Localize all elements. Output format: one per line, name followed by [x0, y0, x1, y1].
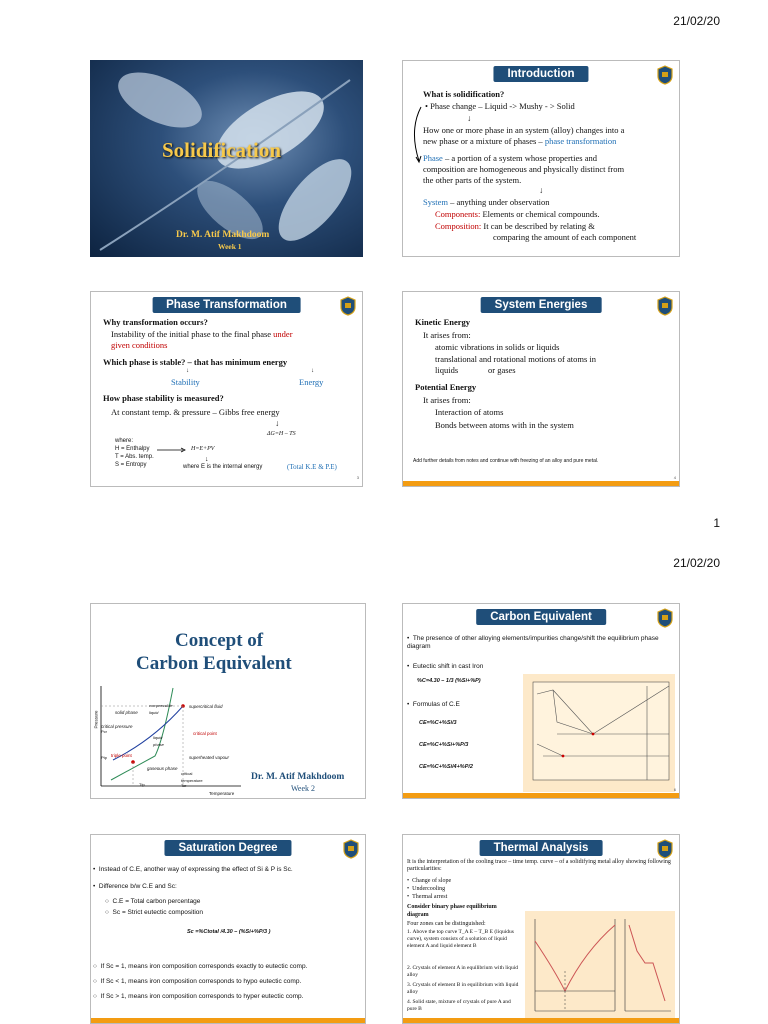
zone2: 2. Crystals of element A in equilibrium with liquid alloy — [407, 965, 519, 978]
consider-heading: Consider binary phase equilibrium diagram — [407, 904, 497, 918]
ce-formula2: CE=%C+%Si+%P/3 — [419, 742, 469, 748]
down-arrow-icon: ↓ — [275, 418, 280, 428]
potential-arises: It arises from: — [423, 395, 471, 405]
accent-bar — [403, 1018, 679, 1023]
sat-sub2: ○ Sc = Strict eutectic composition — [105, 909, 204, 916]
temp-def: T = Abs. temp. — [115, 454, 154, 460]
critical-temperature-label: critical temperature — [181, 771, 203, 783]
phase-definition: Phase – a portion of a system whose properties and — [423, 153, 597, 163]
right-arrow-icon — [157, 447, 187, 453]
down-arrow-icon: ↓ — [311, 368, 314, 374]
concept-title-line2: Carbon Equivalent — [136, 653, 292, 674]
accent-bar — [403, 793, 679, 798]
energy-label: Energy — [299, 377, 324, 387]
phase-def-line2: composition are homogeneous and physically distinct from — [423, 164, 625, 174]
slide-carbon-equivalent — [402, 603, 680, 799]
critical-point-label: critical point — [193, 731, 217, 736]
author-name: Dr. M. Atif Makhdoom — [176, 230, 270, 240]
further-note: Add further details from notes and continue with freezing of an alloy and pure metal. — [413, 458, 599, 464]
slide-thermal-analysis — [402, 834, 680, 1024]
kinetic-item1: atomic vibrations in solids or liquids — [435, 342, 560, 352]
potential-item2: Bonds between atoms with in the system — [435, 420, 574, 430]
liquid-phase-label: liquid phase — [153, 735, 164, 747]
tcr-label: Tcr — [181, 783, 187, 788]
concept-title-line1: Concept of — [175, 630, 264, 651]
ce-formula3: CE=%C+%Si/4+%P/2 — [419, 764, 473, 770]
zone3: 3. Crystals of element B in equilibrium with liquid alloy — [407, 982, 519, 995]
critical-pressure-label: critical pressure — [101, 724, 133, 729]
kinetic-item3b: or gases — [488, 365, 516, 375]
kinetic-heading: Kinetic Energy — [415, 317, 471, 327]
four-zones: Four zones can be distinguished: — [407, 921, 486, 927]
slide-title: Solidification — [162, 138, 282, 162]
down-arrow-icon: ↓ — [205, 455, 209, 463]
author-name: Dr. M. Atif Makhdoom — [251, 772, 345, 782]
ce-bullet2: • Eutectic shift in cast Iron — [407, 663, 484, 670]
intro-question: What is solidification? — [423, 89, 505, 99]
slide-introduction — [402, 60, 680, 257]
a-measured: At constant temp. & pressure – Gibbs free energy — [111, 407, 280, 417]
phase-def-line3: the other parts of the system. — [423, 175, 522, 185]
enthalpy-formula: H=E+PV — [191, 446, 215, 452]
slide-system-energies — [402, 291, 680, 487]
slide-title: System Energies — [481, 297, 602, 313]
slide-concept-carbon-equivalent — [90, 603, 366, 799]
gibbs-formula: ΔG=H – TS — [267, 431, 296, 437]
university-logo-icon — [657, 296, 673, 316]
sat-case2: ○ If Sc < 1, means iron composition corresponds to hypo eutectic comp. — [93, 978, 302, 985]
where-label: where: — [115, 438, 134, 444]
ce-bullet3: • Formulas of C.E — [407, 701, 460, 708]
system-definition: System – anything under observation — [423, 197, 550, 207]
binary-phase-diagram — [525, 911, 675, 1019]
sat-case3: ○ If Sc > 1, means iron composition corresponds to hyper eutectic comp. — [93, 993, 304, 1000]
curved-arrow-icon — [409, 105, 423, 165]
ttp-label: Ttp — [139, 782, 145, 787]
axis-pressure-label: Pressure — [93, 710, 99, 729]
thermal-point1: • Change of slope — [407, 878, 452, 884]
slide-solidification — [90, 60, 363, 257]
entropy-def: S = Entropy — [115, 462, 147, 468]
thermal-point2: • Undercooling — [407, 886, 446, 892]
sat-formula: Sc =%Ctotal /4.30 – (%Si+%P/3 ) — [187, 929, 271, 935]
down-arrow-icon: ↓ — [539, 185, 544, 195]
week-label: Week 2 — [291, 784, 316, 793]
intro-line1: How one or more phase in an system (alloy) changes into a — [423, 125, 625, 135]
slide-title: Carbon Equivalent — [476, 609, 606, 625]
thermal-point3: • Thermal arrest — [407, 894, 448, 900]
iron-carbon-diagram — [523, 674, 675, 792]
a-why: Instability of the initial phase to the final phase under — [111, 329, 293, 339]
sat-bullet2: • Difference b/w C.E and Sc: — [93, 883, 177, 890]
eutectic-formula: %C=4.30 – 1/3 (%Si+%P) — [417, 678, 481, 684]
down-arrow-icon: ↓ — [186, 368, 189, 374]
q-stable: Which phase is stable? – that has minimum energy — [103, 357, 288, 367]
sat-bullet1: • Instead of C.E, another way of expressing the effect of Si & P is Sc. — [93, 866, 293, 873]
triple-point-label: triple point — [111, 753, 132, 758]
university-logo-icon — [340, 296, 356, 316]
accent-bar — [91, 1018, 365, 1023]
page-date: 21/02/20 — [673, 14, 720, 28]
slide-number: 3 — [356, 475, 359, 480]
page-date: 21/02/20 — [673, 556, 720, 570]
supercritical-label: supercritical fluid — [189, 704, 223, 709]
composition-line: Composition: It can be described by relating & — [435, 221, 595, 231]
university-logo-icon — [657, 65, 673, 85]
thermal-intro: It is the interpretation of the cooling trace – time temp. curve – of a solidifying metal alloy showing following particularities: — [407, 859, 671, 872]
q-why: Why transformation occurs? — [103, 317, 208, 327]
intro-bullet: • Phase change – Liquid -> Mushy - > Solid — [425, 101, 575, 111]
enthalpy-def: H = Enthalpy — [115, 446, 150, 452]
q-measured: How phase stability is measured? — [103, 393, 224, 403]
zone4: 4. Solid state, mixture of crystals of pure A and pure B — [407, 999, 511, 1012]
pcr-label: Pcr — [101, 729, 107, 734]
axis-temperature-label: Temperature — [209, 791, 235, 796]
intro-line2: new phase or a mixture of phases – phase transformation — [423, 136, 617, 146]
kinetic-item3a: liquids — [435, 365, 459, 375]
composition-line2: comparing the amount of each component — [493, 232, 637, 242]
down-arrow-icon: ↓ — [467, 113, 472, 123]
slide-title: Introduction — [493, 66, 588, 82]
ptp-label: Ptp — [101, 755, 108, 760]
kinetic-item2: translational and rotational motions of atoms in — [435, 354, 596, 364]
university-logo-icon — [657, 839, 673, 859]
potential-item1: Interaction of atoms — [435, 407, 504, 417]
kinetic-arises: It arises from: — [423, 330, 471, 340]
gaseous-label: gaseous phase — [147, 766, 178, 771]
sat-case1: ○ If Sc = 1, means iron composition corresponds exactly to eutectic comp. — [93, 963, 308, 970]
university-logo-icon — [657, 608, 673, 628]
ce-bullet1: • The presence of other alloying elements/impurities change/shift the equilibrium phase diagram — [407, 635, 659, 650]
stability-label: Stability — [171, 377, 200, 387]
slide-title: Thermal Analysis — [480, 840, 603, 856]
slide-number: 6 — [673, 787, 676, 792]
compressible-liquid-label: compressible liquid — [149, 703, 173, 715]
potential-heading: Potential Energy — [415, 382, 477, 392]
slide-title: Phase Transformation — [152, 297, 301, 313]
week-label: Week 1 — [218, 242, 242, 251]
internal-energy-note: where E is the internal energy — [183, 464, 263, 470]
solid-phase-label: solid phase — [115, 710, 138, 715]
a-why-line2: given conditions — [111, 340, 168, 350]
slide-saturation-degree — [90, 834, 366, 1024]
university-logo-icon — [343, 839, 359, 859]
sat-sub1: ○ C.E = Total carbon percentage — [105, 898, 201, 905]
zone1: 1. Above the top curve T_A E – T_B E (liquidus curve), system consists of a solution of liquid element A and liquid element B — [407, 929, 514, 949]
total-energy-note: (Total K.E & P.E) — [287, 463, 337, 471]
slide-title: Saturation Degree — [164, 840, 291, 856]
accent-bar — [403, 481, 679, 486]
page-number: 1 — [713, 516, 720, 530]
slide-phase-transformation — [90, 291, 363, 487]
ce-formula1: CE=%C+%Si/3 — [419, 720, 457, 726]
slide-number: 4 — [673, 475, 676, 480]
superheated-label: superheated vapour — [189, 755, 230, 760]
components-line: Components: Elements or chemical compounds. — [435, 209, 600, 219]
